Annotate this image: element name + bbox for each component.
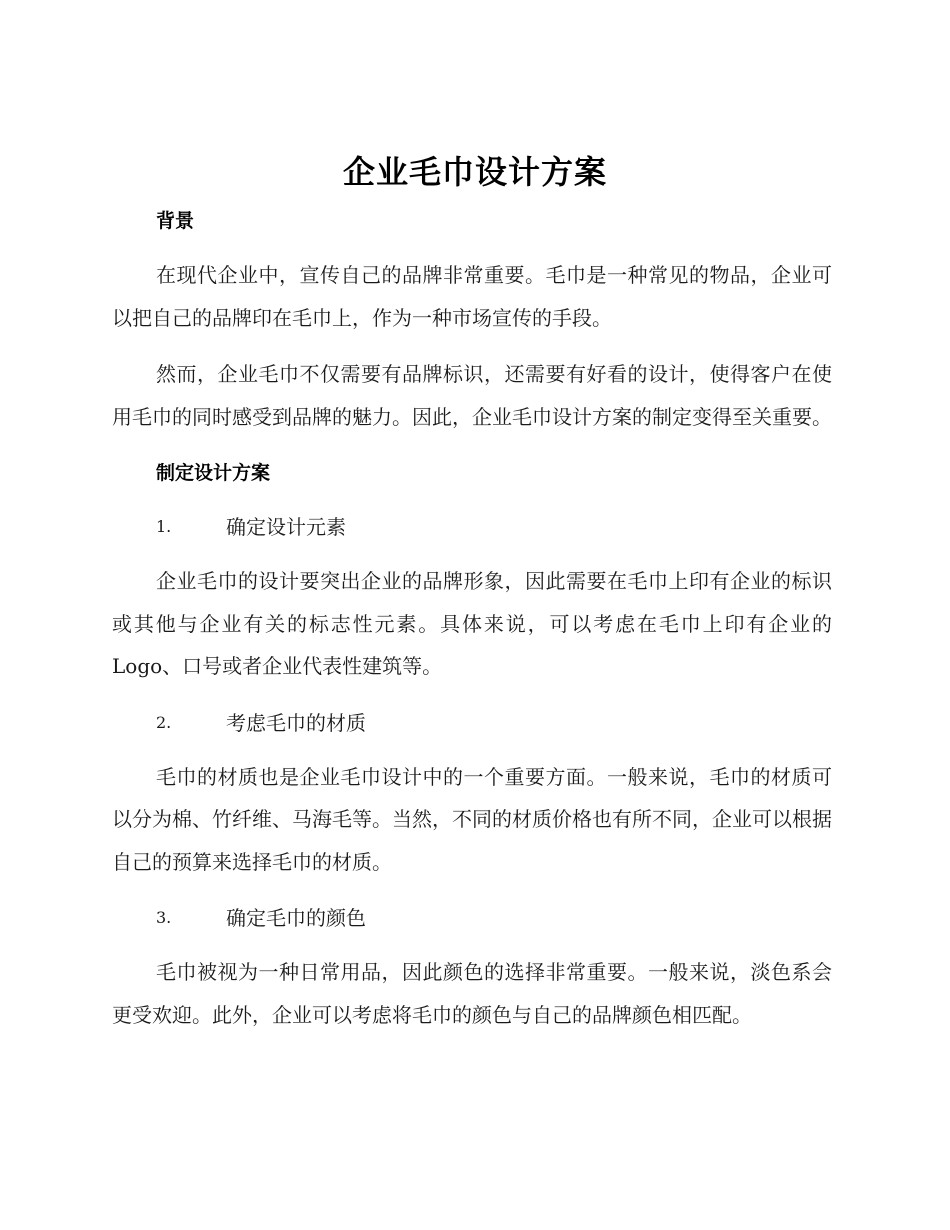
paragraph: 企业毛巾的设计要突出企业的品牌形象，因此需要在毛巾上印有企业的标识或其他与企业有关的标志性元素。具体来说，可以考虑在毛巾上印有企业的 Logo、口号或者企业代表性建筑等。	[112, 569, 832, 678]
section-heading-background: 背景	[156, 210, 195, 232]
list-number: 2.	[156, 712, 172, 732]
list-item-title: 确定毛巾的颜色	[226, 906, 366, 930]
page-title: 企业毛巾设计方案	[342, 153, 607, 191]
list-item-heading	[112, 702, 832, 744]
list-item-title: 考虑毛巾的材质	[226, 710, 366, 735]
paragraph: 然而，企业毛巾不仅需要有品牌标识，还需要有好看的设计，使得客户在使用毛巾的同时感受到品牌的魅力。因此，企业毛巾设计方案的制定变得至关重要。	[112, 362, 832, 429]
list-number: 1.	[156, 517, 172, 536]
paragraph: 毛巾的材质也是企业毛巾设计中的一个重要方面。一般来说，毛巾的材质可以分为棉、竹纤维、马海毛等。当然，不同的材质价格也有所不同，企业可以根据自己的预算来选择毛巾的材质。	[112, 764, 832, 874]
paragraph: 在现代企业中，宣传自己的品牌非常重要。毛巾是一种常见的物品，企业可以把自己的品牌印在毛巾上，作为一种市场宣传的手段。	[112, 263, 832, 330]
document-body	[112, 200, 832, 1036]
list-item-title: 确定设计元素	[226, 515, 346, 539]
section-heading-plan: 制定设计方案	[156, 462, 271, 484]
list-item-heading	[112, 897, 832, 939]
list-item-heading	[112, 506, 832, 548]
paragraph: 毛巾被视为一种日常用品，因此颜色的选择非常重要。一般来说，淡色系会更受欢迎。此外，企业可以考虑将毛巾的颜色与自己的品牌颜色相匹配。	[112, 960, 832, 1027]
list-number: 3.	[156, 908, 172, 927]
